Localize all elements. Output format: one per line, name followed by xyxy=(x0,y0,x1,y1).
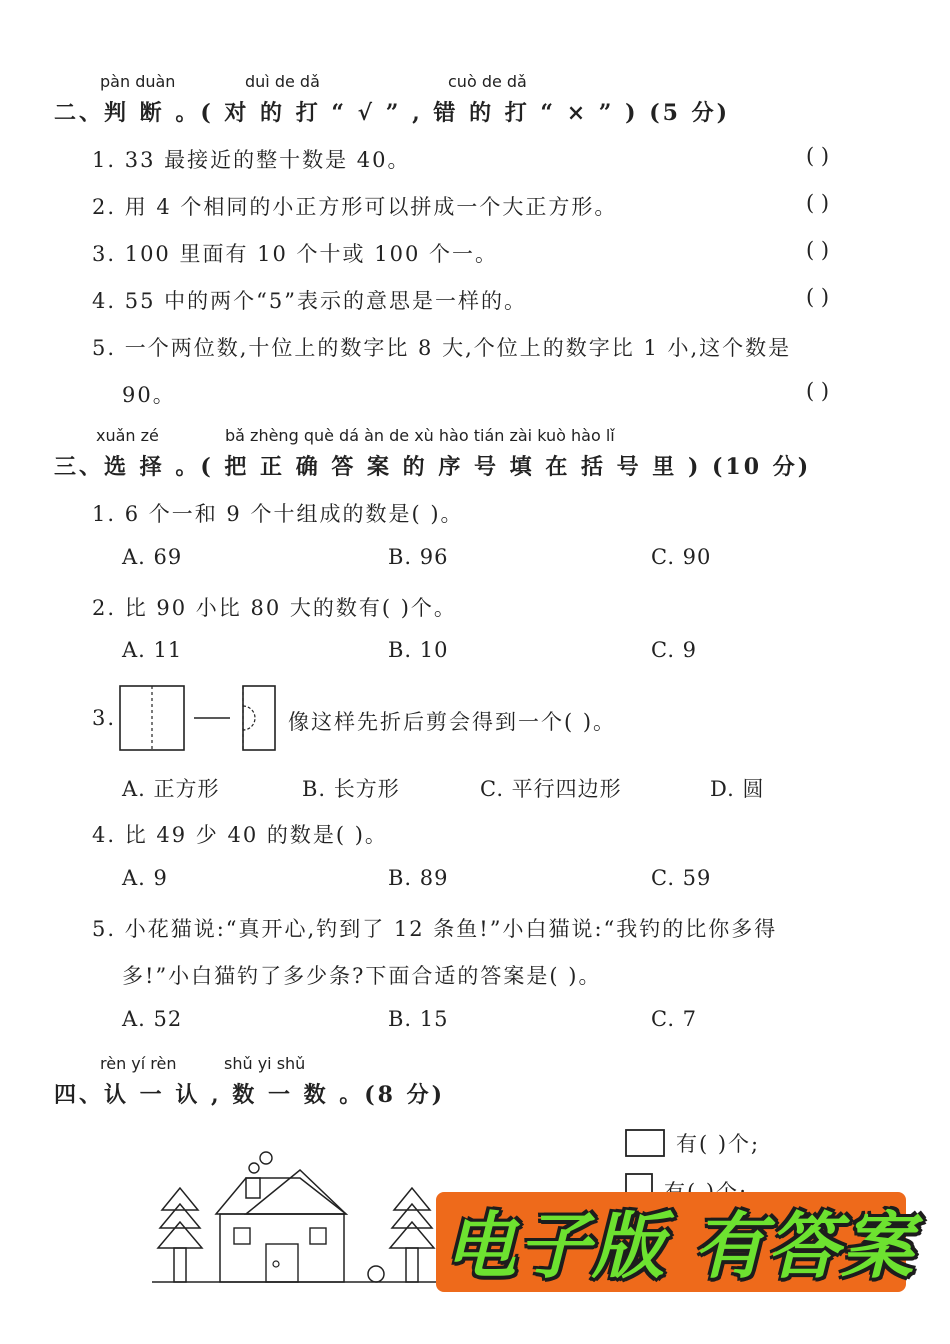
choice-q1-option-c[interactable]: C. 90 xyxy=(651,545,712,569)
tree-right xyxy=(390,1188,434,1282)
choice-q3-option-c[interactable]: C. 平行四边形 xyxy=(480,777,622,801)
choice-q3-option-b[interactable]: B. 长方形 xyxy=(302,777,400,801)
pinyin-xuan-ze: xuǎn zé xyxy=(96,426,159,445)
judge-item-2: 2. 用 4 个相同的小正方形可以拼成一个大正方形。 xyxy=(92,195,618,219)
pinyin-instruction: bǎ zhèng què dá àn de xù hào tián zài kuò hào lǐ xyxy=(225,426,615,445)
count-rectangles[interactable]: 有( )个; xyxy=(676,1132,761,1156)
section2-heading: 二、判 断 。( 对 的 打 “ √ ” , 错 的 打 “ × ” ) (5 分) xyxy=(54,100,730,126)
pinyin-ren-yi-ren: rèn yí rèn xyxy=(100,1054,177,1073)
judge-answer-5[interactable]: ( ) xyxy=(806,379,830,403)
smoke-circle xyxy=(260,1152,272,1164)
choice-q1-option-b[interactable]: B. 96 xyxy=(388,545,449,569)
watermark-text: 电子版 有答案 xyxy=(444,1204,916,1288)
judge-answer-3[interactable]: ( ) xyxy=(806,238,830,262)
cut-arc xyxy=(243,706,255,730)
pinyin-pan-duan: pàn duàn xyxy=(100,72,176,91)
house-scene xyxy=(150,1148,480,1288)
pinyin-dui-de-da: duì de dǎ xyxy=(245,72,320,91)
choice-q3: 像这样先折后剪会得到一个( )。 xyxy=(288,710,617,734)
choice-q3-option-d[interactable]: D. 圆 xyxy=(710,777,765,801)
choice-q4-option-b[interactable]: B. 89 xyxy=(388,866,449,890)
choice-q2-option-a[interactable]: A. 11 xyxy=(122,638,183,662)
choice-q5-option-a[interactable]: A. 52 xyxy=(122,1007,183,1031)
house xyxy=(216,1152,346,1282)
folded-paper xyxy=(243,686,275,750)
choice-q5-option-c[interactable]: C. 7 xyxy=(651,1007,698,1031)
judge-answer-2[interactable]: ( ) xyxy=(806,191,830,215)
choice-q1-option-a[interactable]: A. 69 xyxy=(122,545,183,569)
choice-q2-option-c[interactable]: C. 9 xyxy=(651,638,698,662)
window-right xyxy=(310,1228,326,1244)
window-left xyxy=(234,1228,250,1244)
choice-q5-option-b[interactable]: B. 15 xyxy=(388,1007,449,1031)
choice-q5: 5. 小花猫说:“真开心,钓到了 12 条鱼!”小白猫说:“我钓的比你多得 xyxy=(92,917,778,941)
choice-q3-option-a[interactable]: A. 正方形 xyxy=(122,777,220,801)
choice-q2: 2. 比 90 小比 80 大的数有( )个。 xyxy=(92,596,457,620)
choice-q2-option-b[interactable]: B. 10 xyxy=(388,638,449,662)
choice-q4-option-c[interactable]: C. 59 xyxy=(651,866,712,890)
choice-q3-number: 3. xyxy=(92,706,117,730)
choice-q4: 4. 比 49 少 40 的数是( )。 xyxy=(92,823,388,847)
section4-heading: 四、认 一 认 , 数 一 数 。(8 分) xyxy=(54,1082,446,1108)
pinyin-shu-yi-shu: shǔ yi shǔ xyxy=(224,1054,306,1073)
judge-item-5: 5. 一个两位数,十位上的数字比 8 大,个位上的数字比 1 小,这个数是 xyxy=(92,336,792,360)
tree-left xyxy=(158,1188,202,1282)
choice-q4-option-a[interactable]: A. 9 xyxy=(122,866,168,890)
door xyxy=(266,1244,298,1282)
choice-q5-cont: 多!”小白猫钓了多少条?下面合适的答案是( )。 xyxy=(122,964,602,988)
house-body xyxy=(220,1214,344,1282)
door-knob xyxy=(273,1261,279,1267)
fold-cut-diagram xyxy=(118,684,288,754)
smoke-circle xyxy=(249,1163,259,1173)
judge-item-4: 4. 55 中的两个“5”表示的意思是一样的。 xyxy=(92,289,527,313)
judge-answer-1[interactable]: ( ) xyxy=(806,144,830,168)
judge-answer-4[interactable]: ( ) xyxy=(806,285,830,309)
choice-q1: 1. 6 个一和 9 个十组成的数是( )。 xyxy=(92,502,464,526)
rectangle-icon xyxy=(626,1130,664,1156)
judge-item-3: 3. 100 里面有 10 个十或 100 个一。 xyxy=(92,242,498,266)
roof-gable xyxy=(246,1170,346,1214)
judge-item-5-cont: 90。 xyxy=(122,383,176,407)
pinyin-cuo-de-da: cuò de dǎ xyxy=(448,72,527,91)
section3-heading: 三、选 择 。( 把 正 确 答 案 的 序 号 填 在 括 号 里 ) (10 分) xyxy=(54,454,812,480)
judge-item-1: 1. 33 最接近的整十数是 40。 xyxy=(92,148,411,172)
ball-circle xyxy=(368,1266,384,1282)
chimney xyxy=(246,1178,260,1198)
